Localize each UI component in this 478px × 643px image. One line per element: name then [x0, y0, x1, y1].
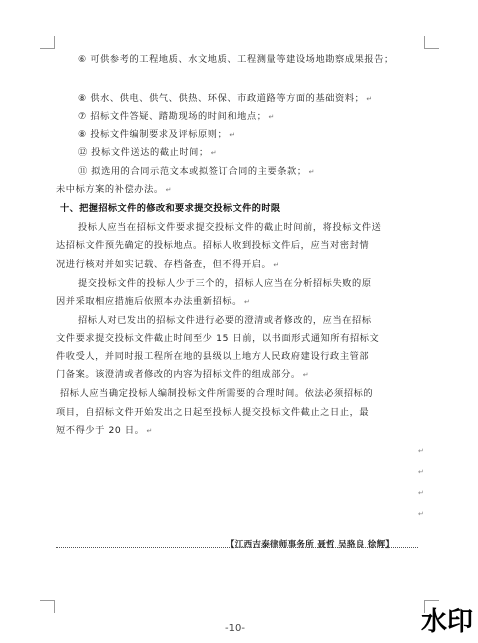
body-line: 提交投标文件的投标人少于三个的，招标人应当在分析招标失败的原: [78, 278, 372, 289]
body-line: ⑫ 投标文件送达的截止时间； ↵: [78, 147, 218, 158]
body-line: 未中标方案的补偿办法。 ↵: [56, 184, 173, 195]
body-line: 达招标文件预先确定的投标地点。招标人收到投标文件后，应当对密封情: [56, 240, 370, 251]
body-line: ⑧ 供水、供电、供气、供热、环保、市政道路等方面的基础资料； ↵: [78, 93, 373, 104]
body-line: 短不得少于 20 日。 ↵: [56, 425, 153, 436]
body-line: 门备案。该澄清或者修改的内容为招标文件的组成部分。 ↵: [56, 369, 310, 380]
footer-divider: [56, 547, 418, 548]
body-line: 件收受人，并同时报工程所在地的县级以上地方人民政府建设行政主管部: [56, 351, 370, 362]
body-line: 项目，自招标文件开始发出之日起至投标人提交投标文件截止之日止，最: [56, 407, 370, 418]
body-line: 招标人对已发出的招标文件进行必要的澄清或者修改的，应当在招标: [78, 315, 372, 326]
section-heading: 十、把握招标文件的修改和要求提交投标文件的时限: [60, 203, 281, 214]
body-line: 况进行核对并如实记载、存档备查，但不得开启。 ↵: [56, 259, 280, 270]
crop-mark-top-right: [424, 36, 439, 49]
paragraph-mark: ↵: [418, 489, 424, 497]
body-line: 招标人应当确定投标人编制投标文件所需要的合理时间。依法必须招标的: [60, 388, 374, 399]
crop-mark-bottom-left: [40, 600, 55, 613]
crop-mark-top-left: [40, 36, 55, 49]
body-line: ⑦ 招标文件答疑、踏勘现场的时间和地点； ↵: [78, 111, 275, 122]
paragraph-mark: ↵: [418, 447, 424, 455]
body-line: ⑧ 投标文件编制要求及评标原则； ↵: [78, 129, 236, 140]
body-line: ⑥ 可供参考的工程地质、水文地质、工程测量等建设场地勘察成果报告；: [78, 54, 394, 65]
body-line: ⑪ 拟选用的合同示范文本或拟签订合同的主要条款； ↵: [78, 166, 316, 177]
page-number: -10-: [225, 623, 245, 634]
paragraph-mark: ↵: [418, 510, 424, 518]
footer-attribution: 【江西吉泰律师事务所 聂哲 吴骆良 徐辉】: [226, 540, 395, 550]
body-line: 投标人应当在招标文件要求提交投标文件的截止时间前，将投标文件送: [78, 222, 382, 233]
watermark: 水印: [421, 607, 474, 637]
body-line: 因并采取相应措施后依照本办法重新招标。 ↵: [56, 296, 251, 307]
body-line: 文件要求提交投标文件截止时间至少 15 日前，以书面形式通知所有招标文: [56, 333, 380, 344]
paragraph-mark: ↵: [418, 468, 424, 476]
